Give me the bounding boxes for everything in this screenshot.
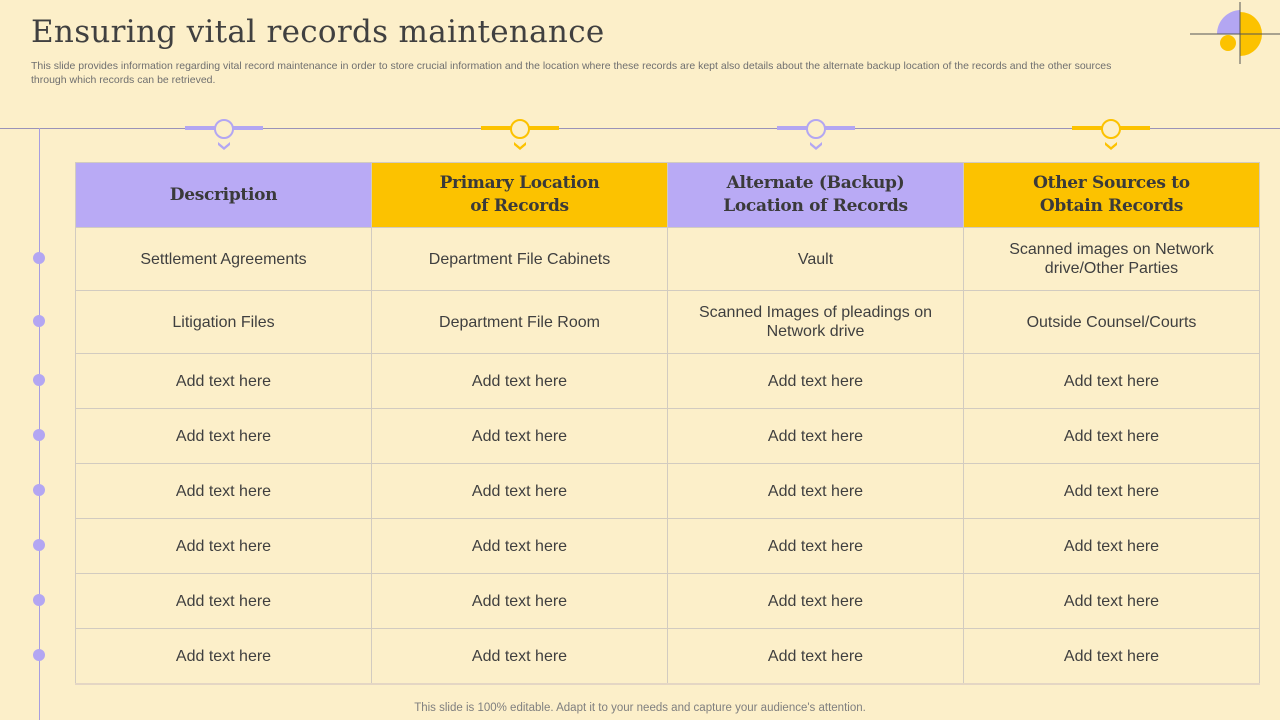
table-row xyxy=(76,519,1260,574)
table-cell: Add text here xyxy=(372,409,668,464)
header-description: Description xyxy=(76,163,372,228)
table-cell: Add text here xyxy=(76,354,372,409)
table-row xyxy=(76,409,1260,464)
table-cell: Add text here xyxy=(372,574,668,629)
table-cell: Add text here xyxy=(76,409,372,464)
table-cell: Department File Room xyxy=(372,291,668,354)
header-primary-location: Primary Location of Records xyxy=(372,163,668,228)
table-cell: Add text here xyxy=(372,464,668,519)
table-cell: Add text here xyxy=(964,574,1260,629)
table-row xyxy=(76,574,1260,629)
column-connector-icon xyxy=(776,118,856,158)
timeline-dot xyxy=(33,649,45,661)
timeline-vertical-line xyxy=(39,128,40,720)
table-cell: Department File Cabinets xyxy=(372,228,668,291)
table-row xyxy=(76,629,1260,685)
timeline-dot xyxy=(33,252,45,264)
table-cell: Add text here xyxy=(76,629,372,685)
table-row xyxy=(76,464,1260,519)
records-table xyxy=(75,162,1260,685)
timeline-dot xyxy=(33,539,45,551)
column-connector-icon xyxy=(480,118,560,158)
table-cell: Add text here xyxy=(372,519,668,574)
timeline-dot xyxy=(33,374,45,386)
table-cell: Add text here xyxy=(964,464,1260,519)
column-connector-icon xyxy=(1071,118,1151,158)
table-cell: Add text here xyxy=(76,519,372,574)
table-cell: Add text here xyxy=(964,629,1260,685)
table-cell: Scanned Images of pleadings on Network drive xyxy=(668,291,964,354)
timeline-dot xyxy=(33,484,45,496)
table-cell: Add text here xyxy=(964,519,1260,574)
timeline-dot xyxy=(33,315,45,327)
timeline-dot xyxy=(33,429,45,441)
table-header-row xyxy=(76,163,1260,228)
table-cell: Add text here xyxy=(668,409,964,464)
table-cell: Add text here xyxy=(668,519,964,574)
decorative-logo-icon xyxy=(1190,0,1280,70)
table-cell: Add text here xyxy=(964,354,1260,409)
table-cell: Outside Counsel/Courts xyxy=(964,291,1260,354)
table-cell: Scanned images on Network drive/Other Parties xyxy=(964,228,1260,291)
table-cell: Add text here xyxy=(372,629,668,685)
table-row xyxy=(76,228,1260,291)
table-row xyxy=(76,354,1260,409)
slide-subtitle: This slide provides information regarding vital record maintenance in order to store crucial information and the location where these records are kept also details about the alternate backup location of the records and the other sources through which records can be retrieved. xyxy=(31,60,1112,86)
table-cell: Settlement Agreements xyxy=(76,228,372,291)
column-connector-icon xyxy=(184,118,264,158)
table-cell: Add text here xyxy=(668,464,964,519)
table-cell: Add text here xyxy=(668,574,964,629)
table-cell: Add text here xyxy=(668,354,964,409)
table-cell: Add text here xyxy=(668,629,964,685)
table-cell: Add text here xyxy=(372,354,668,409)
header-alternate-location: Alternate (Backup) Location of Records xyxy=(668,163,964,228)
header-other-sources: Other Sources to Obtain Records xyxy=(964,163,1260,228)
footer-note: This slide is 100% editable. Adapt it to your needs and capture your audience's attention. xyxy=(414,702,866,714)
table-cell: Vault xyxy=(668,228,964,291)
table-cell: Add text here xyxy=(964,409,1260,464)
table-cell: Add text here xyxy=(76,574,372,629)
table-cell: Litigation Files xyxy=(76,291,372,354)
slide-title: Ensuring vital records maintenance xyxy=(31,14,605,50)
timeline-dot xyxy=(33,594,45,606)
table-cell: Add text here xyxy=(76,464,372,519)
table-row xyxy=(76,291,1260,354)
